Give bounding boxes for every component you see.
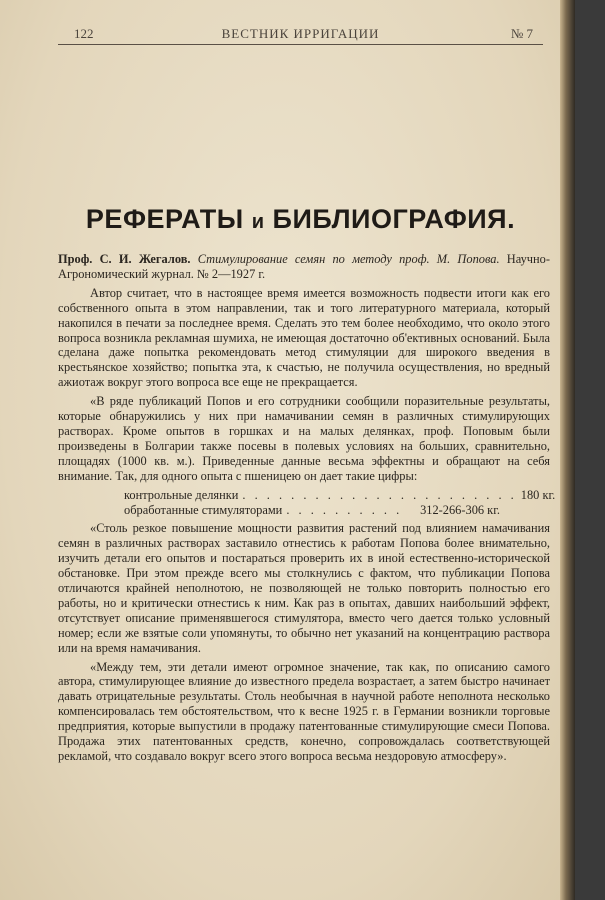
paragraph: Автор считает, что в настоящее время имеется возможность подвести итоги как его собственного опыта в этом направлении, так и того литературного материала, который накопился в печати за последнее время. Сделать это тем более необходимо, что около этого вопроса возникла рекламная шумиха, не имеющая достаточно об'ективных оснований. Была сделана даже попытка рекомендовать метод стимуляции для широкого введения в крестьянское хозяйство; попытка эта, к счастью, не получила осуществления, но вредный ажиотаж вокруг этого вопроса все еще не прекращается. (58, 285, 550, 390)
figure-label: контрольные делянки (124, 487, 239, 502)
figure-value: 180 кг. (520, 487, 556, 502)
figure-row (124, 503, 550, 518)
section-title (58, 204, 543, 235)
page-number: 122 (74, 26, 94, 41)
yield-figures (58, 487, 556, 518)
leader-dots: . . . . . . . . . . . . . . . . . . . . . . . (242, 487, 517, 502)
article-body (58, 252, 556, 768)
paragraph: «Столь резкое повышение мощности развития растений под влиянием намачивания семян в различных растворах заставило отнестись к работам Попова более внимательно, изучить детали его опытов и постараться проверить их в иной естественно-исторической обстановке. При этом прежде всего мы столкнулись с фактом, что публикации Попова отличаются крайней неполнотою, не позволяющей не только повторить полностью его работы, но и критически отнестись к ним. Как раз в опытах, давших наибольший эффект, отсутствует описание применявшегося стимулятора, вместо чего дается только условный номер; если же взятые соли упомянуты, то обычно нет указаний на концентрацию раствора или на время намачивания. (58, 521, 550, 655)
section-title-part2: БИБЛИОГРАФИЯ. (272, 204, 516, 234)
leader-dots: . . . . . . . . . . (286, 502, 403, 517)
issue-number: № 7 (510, 26, 533, 41)
figure-label: обработанные стимуляторами (124, 502, 283, 517)
journal-title: ВЕСТНИК ИРРИГАЦИИ (221, 26, 380, 41)
citation-source: Научно-Агрономический журнал. № 2—1927 г. (58, 252, 550, 281)
running-header (58, 22, 543, 45)
figure-row (124, 487, 556, 503)
section-title-part1: РЕФЕРАТЫ (85, 204, 244, 234)
paragraph: «В ряде публикаций Попов и его сотрудники сообщили поразительные результаты, которые обнаружились у них при намачивании семян в различных стимулирующих растворах. Кроме опытов в горшках и на малых делянках, проф. Поповым были произведены в Болгарии также посевы в полевых условиях на больших, сравнительно, площадях (1000 кв. м.). Приведенные данные весьма эффектны и обращают на себя внимание. Так, для одного опыта с пшеницею он дает такие цифры: (58, 394, 550, 483)
citation-author: Проф. С. И. Жегалов. (58, 252, 191, 266)
citation-work: Стимулирование семян по методу проф. М. Попова. (197, 252, 500, 266)
citation (58, 252, 550, 282)
figure-value: 312-266-306 кг. (420, 502, 500, 517)
page-edge (560, 0, 575, 900)
section-title-conj: и (251, 211, 265, 233)
paragraph: «Между тем, эти детали имеют огромное значение, так как, по описанию самого автора, стимулирующее влияние до известного предела возрастает, а затем быстро начинает давать отрицательные результаты. Столь необычная в научной работе неполнота несколько компенсировалась тем обстоятельством, что к весне 1925 г. в Германии возникли торговые предприятия, которые выпустили в продажу патентованные стимулирующие смеси Попова. Продажа этих патентованных средств, конечно, сопровождалась соответствующей рекламой, что создавало вокруг всего этого вопроса весьма нездоровую атмосферу». (58, 659, 550, 763)
